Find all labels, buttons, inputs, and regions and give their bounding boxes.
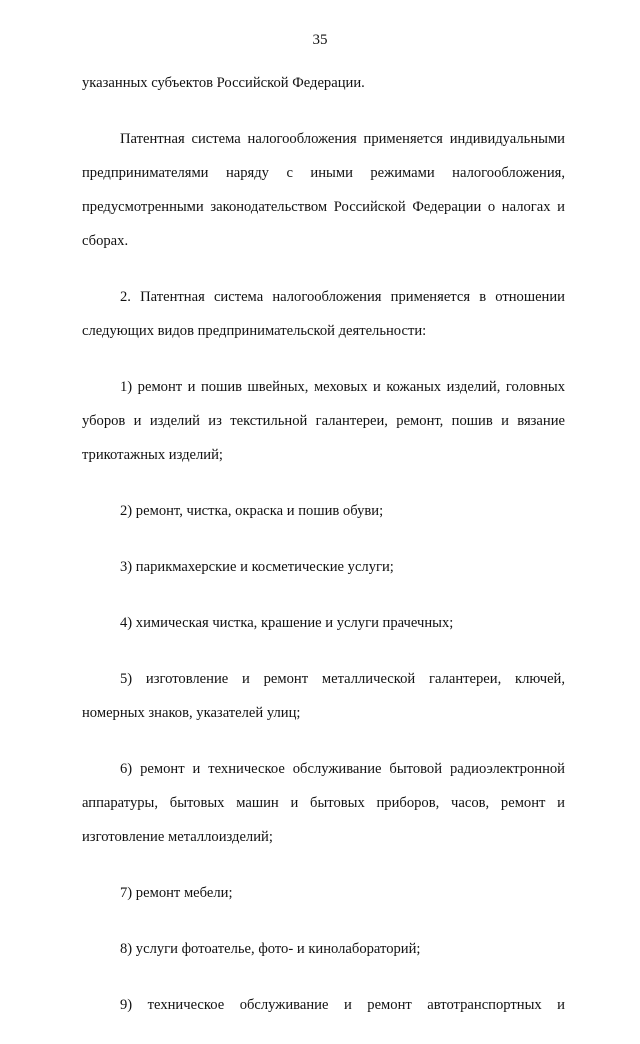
list-item: 2) ремонт, чистка, окраска и пошив обуви; bbox=[120, 503, 384, 519]
list-item: 5) изготовление и ремонт металлической галантереи, ключей, номерных знаков, указателей улиц; bbox=[82, 671, 565, 721]
paragraph: Патентная система налогообложения применяется индивидуальными предпринимателями наряду с иными режимами налогообложения, предусмотренными законодательством Российской Федерации о налогах и сборах. bbox=[82, 131, 565, 249]
page-number: 35 bbox=[312, 32, 328, 48]
list-item: 8) услуги фотоателье, фото- и кинолабораторий; bbox=[120, 941, 421, 957]
list-item: 3) парикмахерские и косметические услуги; bbox=[120, 559, 394, 575]
list-item: 6) ремонт и техническое обслуживание бытовой радиоэлектронной аппаратуры, бытовых машин и бытовых приборов, часов, ремонт и изготовление металлоизделий; bbox=[82, 761, 565, 845]
paragraph: указанных субъектов Российской Федерации. bbox=[82, 75, 365, 91]
document-body bbox=[82, 66, 565, 1044]
list-item: 1) ремонт и пошив швейных, меховых и кожаных изделий, головных уборов и изделий из текстильной галантереи, ремонт, пошив и вязание трикотажных изделий; bbox=[82, 379, 565, 463]
list-item: 4) химическая чистка, крашение и услуги прачечных; bbox=[120, 615, 454, 631]
list-item: 9) техническое обслуживание и ремонт автотранспортных и bbox=[120, 997, 565, 1013]
list-item: 7) ремонт мебели; bbox=[120, 885, 233, 901]
paragraph: 2. Патентная система налогообложения применяется в отношении следующих видов предпринимательской деятельности: bbox=[82, 289, 565, 339]
